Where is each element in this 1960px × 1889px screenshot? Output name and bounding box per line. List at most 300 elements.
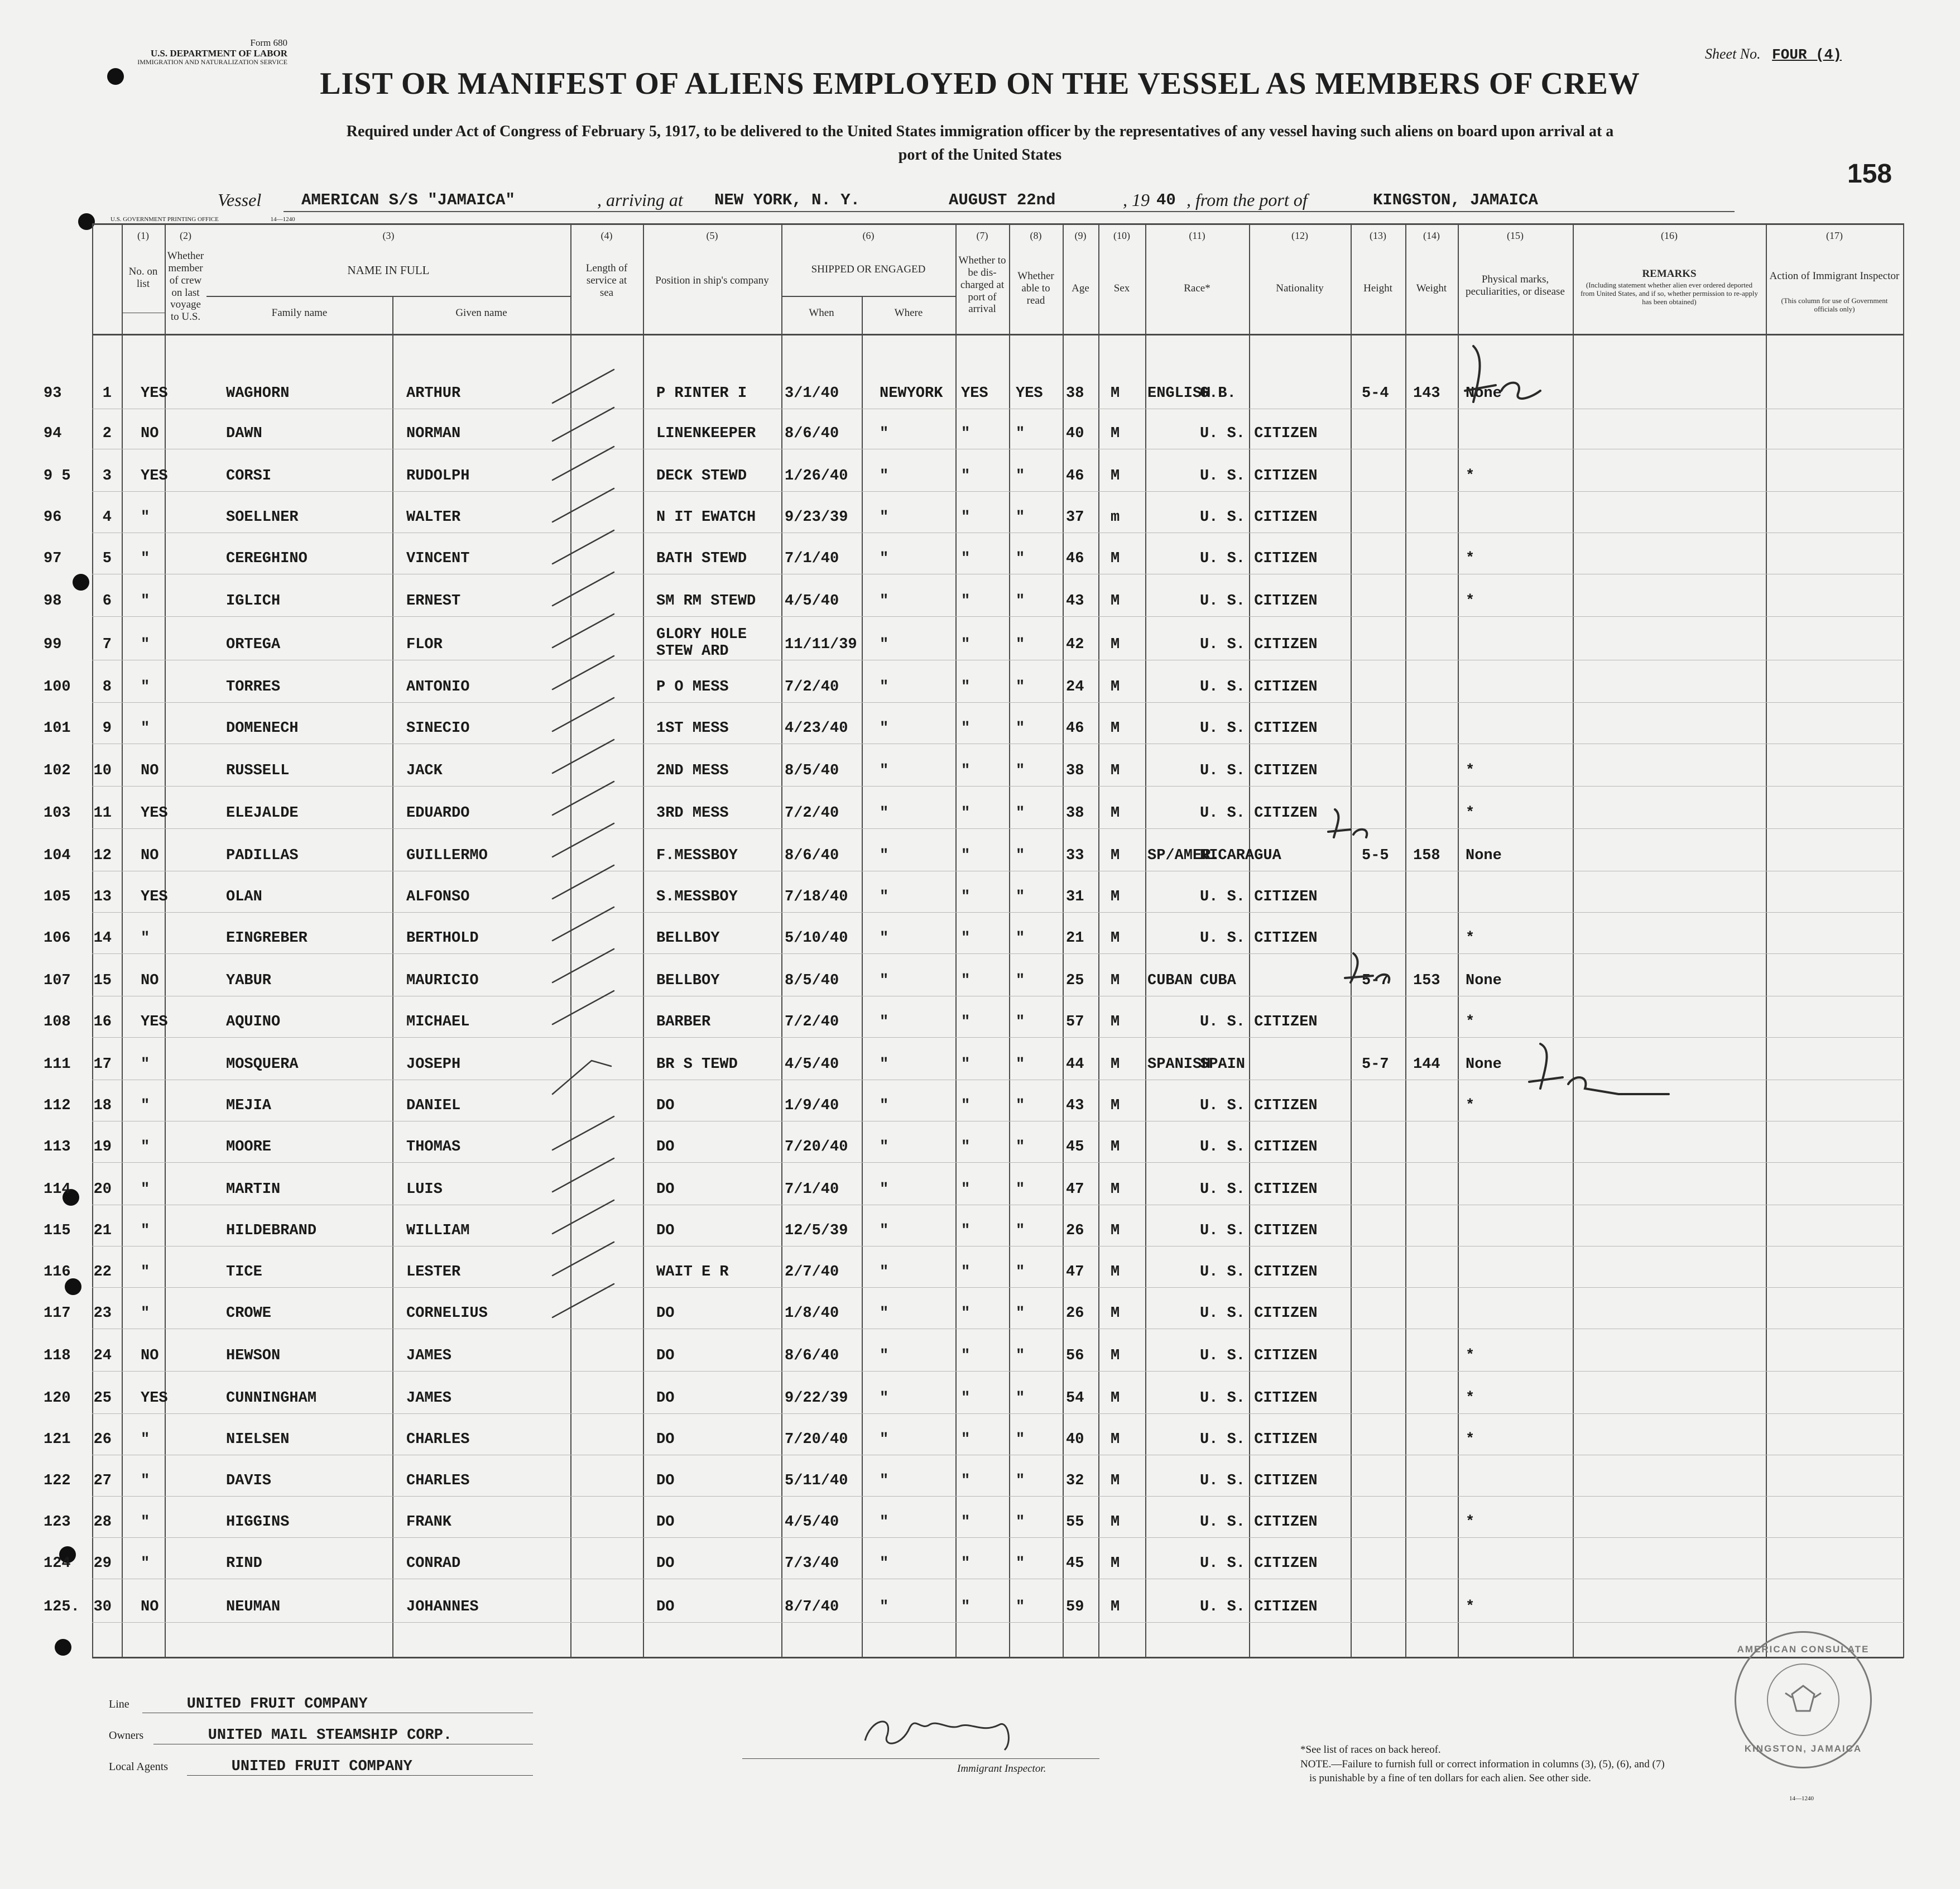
cell-position: F.MESSBOY xyxy=(656,847,738,864)
cell-given: ARTHUR xyxy=(406,385,461,402)
cell-marks: * xyxy=(1466,1514,1475,1531)
cell-marks: None xyxy=(1466,1056,1502,1073)
cell-no: 6 xyxy=(102,593,112,610)
cell-age: 47 xyxy=(1066,1264,1084,1281)
cell-nationality: SPAIN xyxy=(1200,1056,1246,1073)
cell-age: 43 xyxy=(1066,593,1084,610)
cell-given: SINECIO xyxy=(406,720,470,737)
cell-position: 3RD MESS xyxy=(656,805,729,822)
seal-top-text: AMERICAN CONSULATE xyxy=(1737,1644,1870,1655)
inspector-signature-line xyxy=(742,1758,1099,1759)
cell-given: ERNEST xyxy=(406,593,461,610)
cell-discharged: " xyxy=(961,468,971,485)
cell-no: 4 xyxy=(102,509,112,526)
cell-family: RUSSELL xyxy=(226,763,290,779)
cell-where: " xyxy=(880,636,889,653)
line-value: UNITED FRUIT COMPANY xyxy=(186,1696,368,1713)
cell-nationality: U. S. CITIZEN xyxy=(1200,1514,1318,1531)
cell-when: 7/18/40 xyxy=(785,889,848,905)
cell-ref: 101 xyxy=(44,720,71,737)
cell-given: LUIS xyxy=(406,1181,443,1198)
cell-family: RIND xyxy=(226,1555,262,1572)
cell-age: 43 xyxy=(1066,1097,1084,1114)
cell-sex: M xyxy=(1111,1555,1120,1572)
cell-ref: 105 xyxy=(44,889,71,905)
row-divider xyxy=(92,616,1904,617)
cell-age: 54 xyxy=(1066,1390,1084,1407)
c5-num: (5) xyxy=(706,230,718,241)
cell-nationality: U. S. CITIZEN xyxy=(1200,468,1318,485)
cell-family: NIELSEN xyxy=(226,1431,290,1448)
cell-read: " xyxy=(1016,889,1025,905)
cell-discharged: " xyxy=(961,509,971,526)
cell-discharged: " xyxy=(961,1473,971,1489)
cell-sex: M xyxy=(1111,1305,1120,1322)
cell-ref: 125. xyxy=(44,1599,80,1615)
c3-header: NAME IN FULL xyxy=(347,263,430,277)
c7-header: Whether to be dis- charged at port of arrival xyxy=(958,255,1006,315)
cell-sex: M xyxy=(1111,1431,1120,1448)
agents-value: UNITED FRUIT COMPANY xyxy=(231,1758,412,1775)
cell-position: DO xyxy=(656,1473,675,1489)
cell-family: MOORE xyxy=(226,1139,272,1156)
cell-when: 9/23/39 xyxy=(785,509,848,526)
row-divider xyxy=(92,828,1904,829)
cell-marks: * xyxy=(1466,1348,1475,1364)
cell-member: " xyxy=(141,1431,150,1448)
cell-when: 8/6/40 xyxy=(785,1348,839,1364)
owners-label: Owners xyxy=(109,1729,144,1742)
cell-given: JACK xyxy=(406,763,443,779)
cell-ref: 94 xyxy=(44,425,62,442)
cell-marks: * xyxy=(1466,1431,1475,1448)
cell-position: DO xyxy=(656,1222,675,1239)
cell-when: 8/5/40 xyxy=(785,763,839,779)
c3-given-header: Given name xyxy=(455,307,507,319)
c15-header: Physical marks, peculiarities, or disease xyxy=(1466,274,1565,298)
c12-num: (12) xyxy=(1291,230,1308,241)
cell-position: WAIT E R xyxy=(656,1264,729,1281)
cell-where: " xyxy=(880,1555,889,1572)
c15-num: (15) xyxy=(1507,230,1524,241)
form-number: Form 680 xyxy=(250,37,287,48)
cell-nationality: U. S. CITIZEN xyxy=(1200,1139,1318,1156)
cell-age: 45 xyxy=(1066,1555,1084,1572)
vessel-label: Vessel xyxy=(218,190,262,210)
cell-no: 25 xyxy=(93,1390,112,1407)
cell-weight: 153 xyxy=(1413,972,1440,989)
cell-marks: * xyxy=(1466,763,1475,779)
cell-read: " xyxy=(1016,720,1025,737)
cell-given: WILLIAM xyxy=(406,1222,470,1239)
cell-no: 28 xyxy=(93,1514,112,1531)
from-port: KINGSTON, JAMAICA xyxy=(1373,191,1538,209)
col-sep xyxy=(955,223,957,1658)
cell-member: YES xyxy=(141,385,168,402)
cell-when: 7/20/40 xyxy=(785,1139,848,1156)
c7-num: (7) xyxy=(976,230,988,241)
cell-where: " xyxy=(880,1139,889,1156)
c11-header: Race* xyxy=(1184,282,1210,294)
cell-where: " xyxy=(880,930,889,947)
cell-discharged: " xyxy=(961,1139,971,1156)
cell-position: DO xyxy=(656,1431,675,1448)
cell-where: " xyxy=(880,425,889,442)
cell-family: PADILLAS xyxy=(226,847,299,864)
cell-no: 5 xyxy=(102,550,112,567)
cell-marks: * xyxy=(1466,1390,1475,1407)
cell-nationality: U. S. CITIZEN xyxy=(1200,1348,1318,1364)
cell-age: 40 xyxy=(1066,425,1084,442)
cell-no: 22 xyxy=(93,1264,112,1281)
cell-no: 14 xyxy=(93,930,112,947)
c6-num: (6) xyxy=(862,230,875,241)
cell-no: 21 xyxy=(93,1222,112,1239)
cell-when: 5/10/40 xyxy=(785,930,848,947)
punch-hole xyxy=(73,574,89,591)
cell-member: YES xyxy=(141,468,168,485)
cell-ref: 97 xyxy=(44,550,62,567)
c16-num: (16) xyxy=(1661,230,1678,241)
cell-discharged: " xyxy=(961,1305,971,1322)
row-divider xyxy=(92,912,1904,913)
cell-given: CHARLES xyxy=(406,1431,470,1448)
cell-no: 7 xyxy=(102,636,112,653)
cell-no: 15 xyxy=(93,972,112,989)
cell-marks: None xyxy=(1466,385,1502,402)
cell-ref: 117 xyxy=(44,1305,71,1322)
cell-marks: * xyxy=(1466,593,1475,610)
cell-age: 55 xyxy=(1066,1514,1084,1531)
cell-ref: 102 xyxy=(44,763,71,779)
col-sep xyxy=(1063,223,1064,1658)
cell-member: " xyxy=(141,1139,150,1156)
c5-header: Position in ship's company xyxy=(655,275,769,286)
cell-member: " xyxy=(141,1305,150,1322)
cell-nationality: CUBA xyxy=(1200,972,1236,989)
cell-position: DO xyxy=(656,1305,675,1322)
cell-family: CORSI xyxy=(226,468,272,485)
cell-sex: M xyxy=(1111,1473,1120,1489)
cell-position: P O MESS xyxy=(656,679,729,696)
cell-read: " xyxy=(1016,636,1025,653)
row-divider xyxy=(92,1371,1904,1372)
cell-race: CUBAN xyxy=(1147,972,1193,989)
cell-discharged: " xyxy=(961,1222,971,1239)
cell-given: JOHANNES xyxy=(406,1599,479,1615)
cell-when: 7/2/40 xyxy=(785,805,839,822)
cell-when: 2/7/40 xyxy=(785,1264,839,1281)
cell-family: CROWE xyxy=(226,1305,272,1322)
cell-marks: * xyxy=(1466,1599,1475,1615)
cell-discharged: " xyxy=(961,679,971,696)
cell-position: BELLBOY xyxy=(656,930,720,947)
cell-no: 26 xyxy=(93,1431,112,1448)
cell-ref: 103 xyxy=(44,805,71,822)
cell-read: " xyxy=(1016,1305,1025,1322)
cell-marks: None xyxy=(1466,972,1502,989)
row-divider xyxy=(92,953,1904,954)
cell-age: 31 xyxy=(1066,889,1084,905)
cell-ref: 99 xyxy=(44,636,62,653)
cell-read: " xyxy=(1016,1473,1025,1489)
cell-read: " xyxy=(1016,509,1025,526)
cell-read: " xyxy=(1016,1264,1025,1281)
cell-discharged: " xyxy=(961,1181,971,1198)
cell-sex: m xyxy=(1111,509,1120,526)
c4-header: Length of service at sea xyxy=(585,262,628,299)
col-sep xyxy=(1351,223,1352,1658)
cell-where: " xyxy=(880,509,889,526)
c16-header: REMARKS xyxy=(1642,268,1697,280)
c11-num: (11) xyxy=(1189,230,1205,241)
arriving-port: NEW YORK, N. Y. xyxy=(714,191,861,209)
cell-read: " xyxy=(1016,468,1025,485)
agents-underline xyxy=(187,1775,533,1776)
row-divider xyxy=(92,1287,1904,1288)
cell-family: ORTEGA xyxy=(226,636,281,653)
cell-position: S.MESSBOY xyxy=(656,889,738,905)
cell-member: YES xyxy=(141,1390,168,1407)
c1-header: No. on list xyxy=(128,266,158,290)
cell-nationality: U. S. CITIZEN xyxy=(1200,1473,1318,1489)
cell-given: VINCENT xyxy=(406,550,470,567)
cell-sex: M xyxy=(1111,847,1120,864)
cell-nationality: U. S. CITIZEN xyxy=(1200,679,1318,696)
cell-when: 1/26/40 xyxy=(785,468,848,485)
cell-age: 38 xyxy=(1066,805,1084,822)
from-label: , from the port of xyxy=(1186,190,1308,210)
c3-num: (3) xyxy=(382,230,395,241)
cell-family: MOSQUERA xyxy=(226,1056,299,1073)
cell-race: SP/AMER. xyxy=(1147,847,1220,864)
cell-given: LESTER xyxy=(406,1264,461,1281)
cell-position: BR S TEWD xyxy=(656,1056,738,1073)
cell-given: CONRAD xyxy=(406,1555,461,1572)
cell-where: " xyxy=(880,972,889,989)
cell-sex: M xyxy=(1111,550,1120,567)
header-bottom-border xyxy=(92,334,1904,335)
cell-discharged: " xyxy=(961,720,971,737)
cell-read: " xyxy=(1016,1139,1025,1156)
cell-family: YABUR xyxy=(226,972,272,989)
cell-sex: M xyxy=(1111,593,1120,610)
cell-ref: 121 xyxy=(44,1431,71,1448)
cell-sex: M xyxy=(1111,1097,1120,1114)
cell-no: 3 xyxy=(102,468,112,485)
cell-when: 4/5/40 xyxy=(785,593,839,610)
cell-age: 56 xyxy=(1066,1348,1084,1364)
cell-where: " xyxy=(880,889,889,905)
cell-no: 30 xyxy=(93,1599,112,1615)
cell-family: MEJIA xyxy=(226,1097,272,1114)
cell-nationality: U. S. CITIZEN xyxy=(1200,636,1318,653)
cell-marks: * xyxy=(1466,1014,1475,1030)
cell-member: NO xyxy=(141,763,159,779)
c2-header: Whether member of crew on last voyage to U.S. xyxy=(167,250,204,323)
cell-position: LINENKEEPER xyxy=(656,425,756,442)
c10-header: Sex xyxy=(1113,282,1130,294)
cell-sex: M xyxy=(1111,636,1120,653)
cell-weight: 158 xyxy=(1413,847,1440,864)
cell-member: " xyxy=(141,1181,150,1198)
col-sep xyxy=(643,223,644,1658)
page-number: 158 xyxy=(1847,159,1892,189)
col-sep xyxy=(862,296,863,1658)
cell-when: 8/6/40 xyxy=(785,847,839,864)
cell-read: " xyxy=(1016,1056,1025,1073)
cell-read: " xyxy=(1016,930,1025,947)
c12-header: Nationality xyxy=(1276,282,1324,294)
cell-sex: M xyxy=(1111,930,1120,947)
cell-family: DAWN xyxy=(226,425,262,442)
cell-ref: 123 xyxy=(44,1514,71,1531)
printing-code: 14—1240 xyxy=(270,216,295,223)
cell-when: 11/11/39 xyxy=(785,636,857,653)
cell-discharged: " xyxy=(961,1514,971,1531)
cell-given: WALTER xyxy=(406,509,461,526)
cell-when: 1/8/40 xyxy=(785,1305,839,1322)
col-sep xyxy=(1009,223,1010,1658)
cell-discharged: " xyxy=(961,1390,971,1407)
cell-ref: 112 xyxy=(44,1097,71,1114)
cell-nationality: G.B. xyxy=(1200,385,1236,402)
shipped-subheader-line xyxy=(781,296,955,297)
cell-where: " xyxy=(880,1305,889,1322)
cell-where: " xyxy=(880,763,889,779)
consulate-seal xyxy=(1735,1631,1872,1768)
cell-ref: 104 xyxy=(44,847,71,864)
cell-no: 11 xyxy=(93,805,112,822)
cell-where: " xyxy=(880,1014,889,1030)
cell-no: 9 xyxy=(102,720,112,737)
c3-family-header: Family name xyxy=(271,307,328,319)
cell-height: 5-5 xyxy=(1362,847,1389,864)
cell-no: 10 xyxy=(93,763,112,779)
c14-num: (14) xyxy=(1423,230,1440,241)
cell-no: 2 xyxy=(102,425,112,442)
cell-age: 45 xyxy=(1066,1139,1084,1156)
cell-age: 46 xyxy=(1066,550,1084,567)
cell-family: DAVIS xyxy=(226,1473,272,1489)
col-sep xyxy=(1098,223,1099,1658)
cell-age: 46 xyxy=(1066,720,1084,737)
cell-sex: M xyxy=(1111,1056,1120,1073)
col-sep xyxy=(392,296,393,1658)
cell-member: " xyxy=(141,1097,150,1114)
vessel-name: AMERICAN S/S "JAMAICA" xyxy=(301,191,515,209)
cell-discharged: " xyxy=(961,1056,971,1073)
cell-age: 37 xyxy=(1066,509,1084,526)
owners-value: UNITED MAIL STEAMSHIP CORP. xyxy=(208,1727,453,1744)
row-divider xyxy=(92,1622,1904,1623)
arrival-year: 40 xyxy=(1156,191,1176,209)
cell-member: YES xyxy=(141,805,168,822)
row-divider xyxy=(92,786,1904,787)
cell-position: 1ST MESS xyxy=(656,720,729,737)
cell-given: EDUARDO xyxy=(406,805,470,822)
cell-discharged: " xyxy=(961,1555,971,1572)
cell-given: DANIEL xyxy=(406,1097,461,1114)
cell-read: " xyxy=(1016,1348,1025,1364)
cell-read: " xyxy=(1016,1222,1025,1239)
cell-age: 44 xyxy=(1066,1056,1084,1073)
cell-nationality: U. S. CITIZEN xyxy=(1200,889,1318,905)
inspector-signature xyxy=(865,1722,1008,1750)
cell-when: 12/5/39 xyxy=(785,1222,848,1239)
cell-age: 38 xyxy=(1066,763,1084,779)
cell-position: DO xyxy=(656,1097,675,1114)
c8-num: (8) xyxy=(1030,230,1042,241)
cell-discharged: " xyxy=(961,1264,971,1281)
agents-label: Local Agents xyxy=(109,1761,169,1773)
cell-ref: 120 xyxy=(44,1390,71,1407)
cell-read: " xyxy=(1016,1014,1025,1030)
cell-sex: M xyxy=(1111,1222,1120,1239)
cell-given: ANTONIO xyxy=(406,679,470,696)
cell-when: 7/20/40 xyxy=(785,1431,848,1448)
cell-marks: None xyxy=(1466,847,1502,864)
cell-when: 7/1/40 xyxy=(785,550,839,567)
row-divider xyxy=(92,1162,1904,1163)
cell-nationality: U. S. CITIZEN xyxy=(1200,593,1318,610)
cell-age: 38 xyxy=(1066,385,1084,402)
cell-no: 17 xyxy=(93,1056,112,1073)
cell-marks: * xyxy=(1466,468,1475,485)
sheet-value: FOUR (4) xyxy=(1772,46,1842,63)
cell-nationality: U. S. CITIZEN xyxy=(1200,805,1318,822)
note-failure: NOTE.—Failure to furnish full or correct information in columns (3), (5), (6), and (7) xyxy=(1300,1758,1665,1770)
c16-subheader: (Including statement whether alien ever ordered deported from United States, and if so, whether permission to re-apply has been obtained) xyxy=(1580,281,1759,306)
cell-member: " xyxy=(141,593,150,610)
cell-no: 16 xyxy=(93,1014,112,1030)
cell-when: 9/22/39 xyxy=(785,1390,848,1407)
cell-family: DOMENECH xyxy=(226,720,299,737)
cell-position-line2: STEW ARD xyxy=(656,643,729,660)
cell-read: " xyxy=(1016,1181,1025,1198)
cell-when: 5/11/40 xyxy=(785,1473,848,1489)
form-service: IMMIGRATION AND NATURALIZATION SERVICE xyxy=(137,58,287,66)
c10-num: (10) xyxy=(1113,230,1130,241)
col-sep xyxy=(165,223,166,1658)
cell-age: 32 xyxy=(1066,1473,1084,1489)
cell-marks: * xyxy=(1466,550,1475,567)
cell-family: HEWSON xyxy=(226,1348,281,1364)
cell-family: OLAN xyxy=(226,889,262,905)
cell-age: 25 xyxy=(1066,972,1084,989)
cell-sex: M xyxy=(1111,468,1120,485)
cell-where: " xyxy=(880,1348,889,1364)
cell-family: HILDEBRAND xyxy=(226,1222,317,1239)
cell-position: BARBER xyxy=(656,1014,711,1030)
cell-member: " xyxy=(141,550,150,567)
cell-age: 21 xyxy=(1066,930,1084,947)
cell-nationality: U. S. CITIZEN xyxy=(1200,509,1318,526)
cell-discharged: " xyxy=(961,1014,971,1030)
cell-no: 27 xyxy=(93,1473,112,1489)
cell-height: 5-4 xyxy=(1362,385,1389,402)
cell-where: " xyxy=(880,1181,889,1198)
cell-height: 5-7 xyxy=(1362,1056,1389,1073)
vessel-underline xyxy=(284,211,1735,212)
cell-no: 24 xyxy=(93,1348,112,1364)
col-sep xyxy=(1573,223,1574,1658)
year-prefix: , 19 xyxy=(1123,190,1150,210)
cell-discharged: " xyxy=(961,972,971,989)
cell-where: " xyxy=(880,1473,889,1489)
cell-given: THOMAS xyxy=(406,1139,461,1156)
cell-where: " xyxy=(880,593,889,610)
